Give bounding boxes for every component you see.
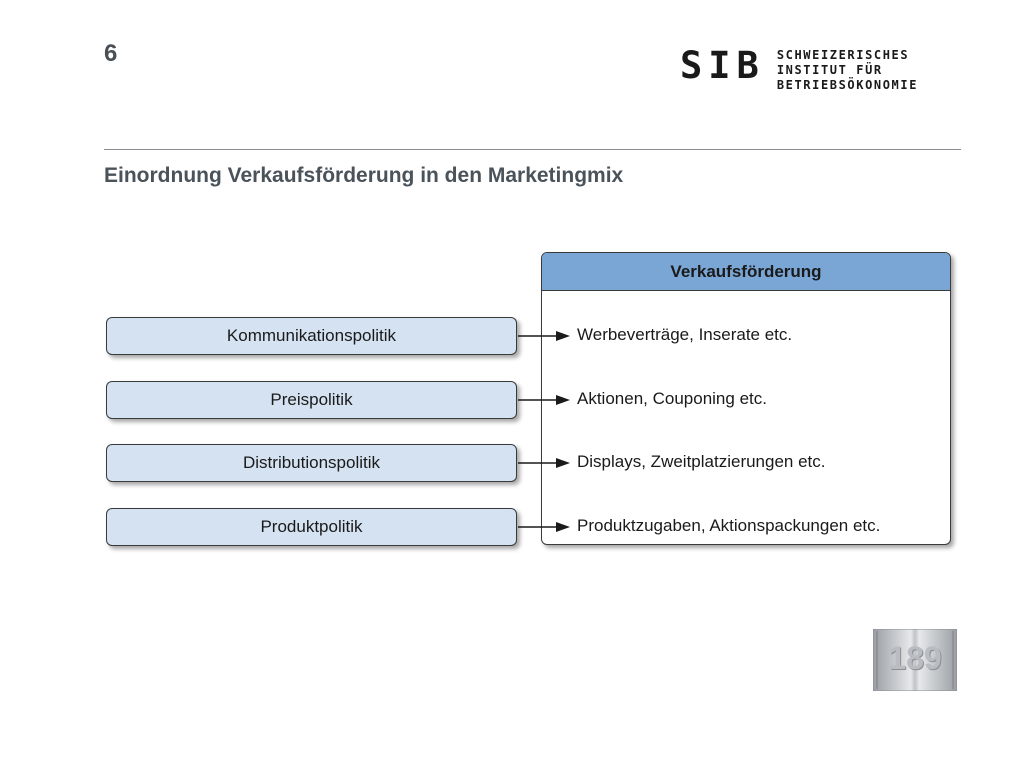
arrow-icon <box>518 456 570 470</box>
arrow-icon <box>518 393 570 407</box>
logo-line-2: INSTITUT FÜR <box>776 63 883 77</box>
measure-item-product: Produktzugaben, Aktionspackungen etc. <box>577 516 881 535</box>
logo-mark: SIB <box>680 44 765 87</box>
measure-item-distribution: Displays, Zweitplatzierungen etc. <box>577 452 826 471</box>
slide-number: 6 <box>104 40 118 67</box>
policy-box-distribution: Distributionspolitik <box>106 444 517 482</box>
measure-item-price: Aktionen, Couponing etc. <box>577 389 767 408</box>
logo-line-3: BETRIEBSÖKONOMIE <box>776 78 919 92</box>
panel-header: Verkaufsförderung <box>542 253 950 291</box>
page-title: Einordnung Verkaufsförderung in den Marketingmix <box>104 164 624 187</box>
logo-line-1: SCHWEIZERISCHES <box>776 48 910 62</box>
arrow-icon <box>518 520 570 534</box>
policy-box-price: Preispolitik <box>106 381 517 419</box>
page-reference: 189 <box>888 640 942 676</box>
policy-box-product: Produktpolitik <box>106 508 517 546</box>
policy-box-communication: Kommunikationspolitik <box>106 317 517 355</box>
measure-item-communication: Werbeverträge, Inserate etc. <box>577 325 793 344</box>
arrow-icon <box>518 329 570 343</box>
